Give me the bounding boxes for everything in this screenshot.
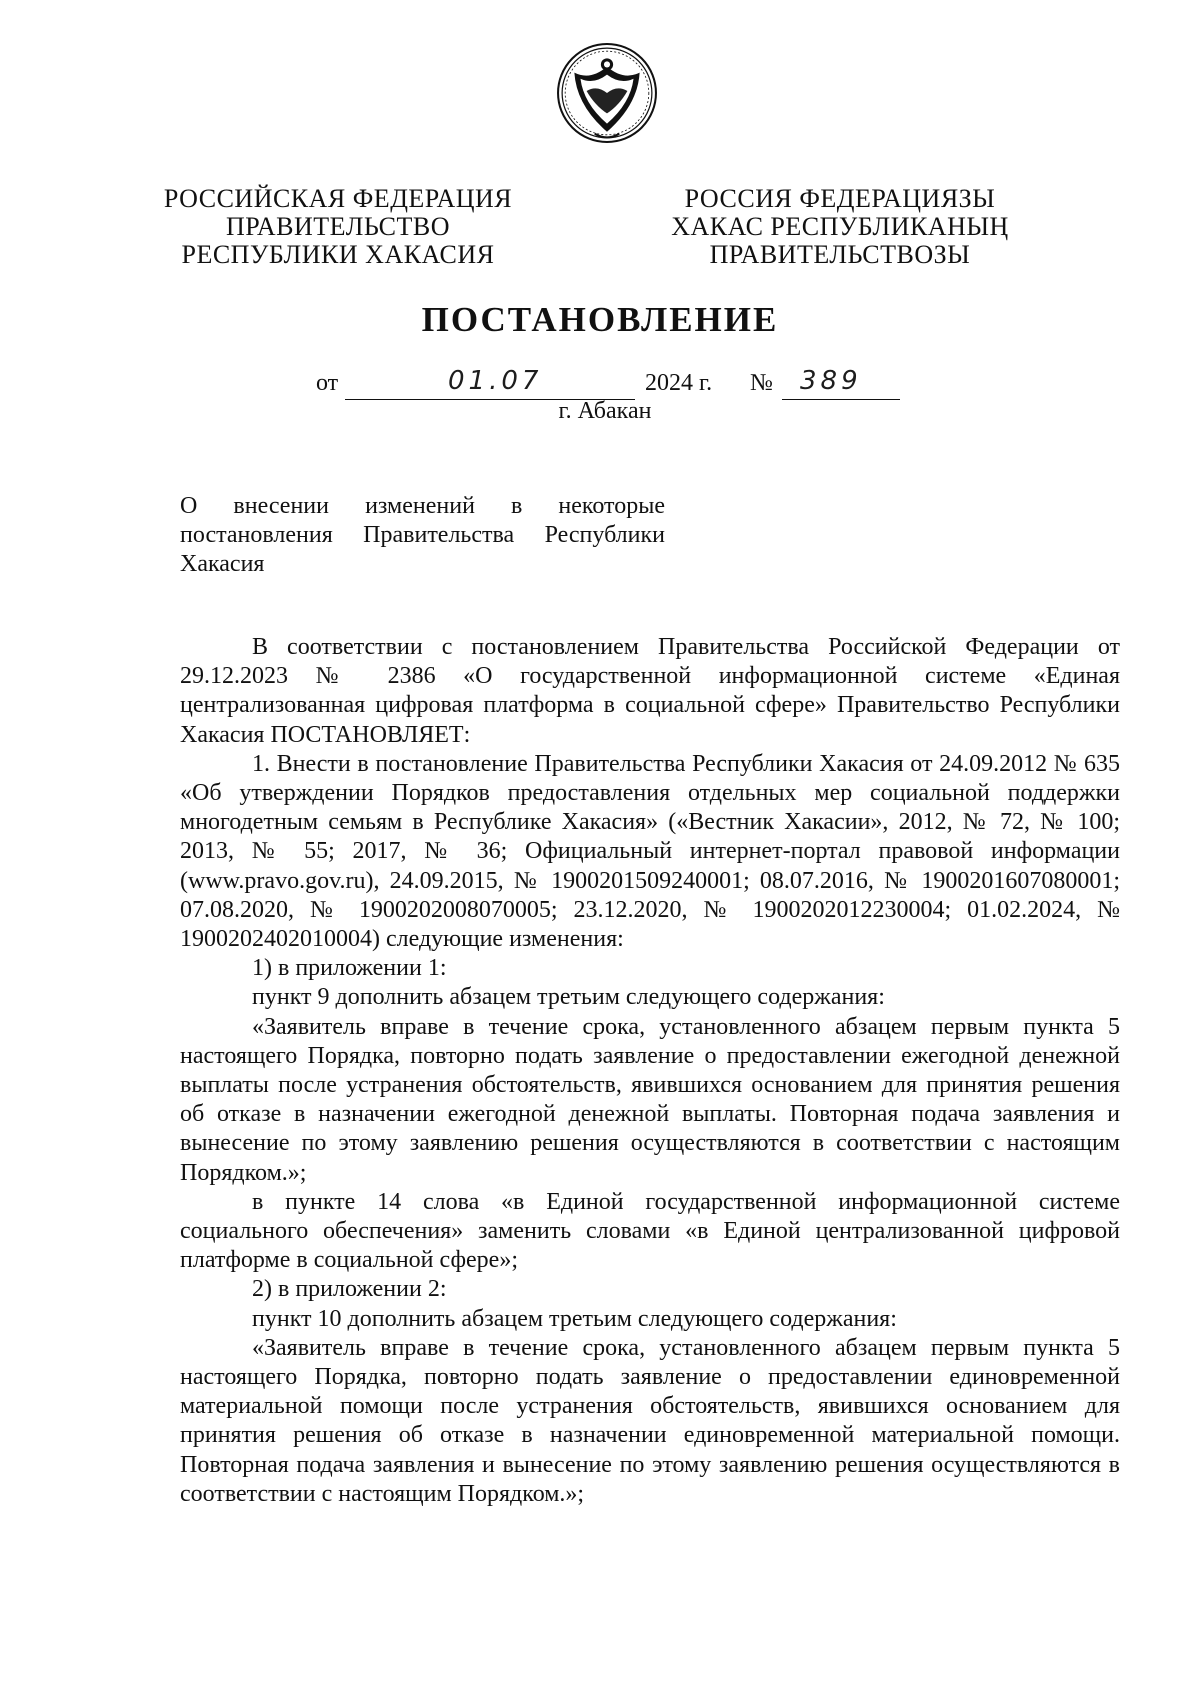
body-paragraph: 1. Внести в постановление Правительства Республики Хакасия от 24.09.2012 № 635 «Об утверждении Порядков предоставления отдельных мер социальной поддержки многодетным семьям в Республике Хакасия» («Вестник Хакасии», 2012, № 72, № 100; 2013, № 55; 2017, № 36; Официальный интернет-портал правовой информации (www.pravo.gov.ru), 24.09.2015, № 1900201509240001; 08.07.2016, № 1900201607080001; 07.08.2020, № 1900202008070005; 23.12.2020, № 1900202012230004; 01.02.2024, № 1900202402010004) следующие изменения:: [180, 750, 1120, 953]
header-left-block: [158, 185, 518, 269]
city-label: г. Абакан: [558, 398, 652, 424]
document-subject: [180, 492, 665, 579]
body-paragraph: В соответствии с постановлением Правительства Российской Федерации от 29.12.2023 № 2386 «О государственной информационной системе «Единая централизованная цифровая платформа в социальной сфере» Правительство Республики Хакасия ПОСТАНОВЛЯЕТ:: [180, 634, 1120, 748]
body-paragraph: пункт 9 дополнить абзацем третьим следующего содержания:: [252, 984, 885, 1011]
subject-line2: постановления Правительства Республики: [180, 522, 665, 548]
header-left-line3: РЕСПУБЛИКИ ХАКАСИЯ: [181, 240, 495, 269]
document-body: [180, 633, 1120, 1509]
header-left-line2: ПРАВИТЕЛЬСТВО: [226, 212, 450, 241]
document-title: ПОСТАНОВЛЕНИЕ: [421, 300, 779, 339]
header-right-line3: ПРАВИТЕЛЬСТВОЗЫ: [709, 240, 971, 269]
khakassia-coat-of-arms-icon: [556, 42, 658, 144]
subject-line1: О внесении изменений в некоторые: [180, 493, 665, 519]
body-paragraph: в пункте 14 слова «в Единой государственной информационной системе социального обеспечения» заменить словами «в Единой централизованной цифровой платформе в социальной сфере»;: [180, 1188, 1120, 1274]
body-paragraph: пункт 10 дополнить абзацем третьим следующего содержания:: [252, 1305, 897, 1332]
body-paragraph: 1) в приложении 1:: [252, 955, 447, 982]
header-right-line2: ХАКАС РЕСПУБЛИКАНЫҢ: [671, 212, 1009, 241]
date-prefix: от: [316, 370, 339, 396]
date-handwritten: 01.07: [448, 366, 543, 396]
subject-line3: Хакасия: [180, 551, 265, 577]
body-paragraph: 2) в приложении 2:: [252, 1276, 447, 1303]
year-text: 2024 г.: [645, 370, 713, 396]
header-right-line1: РОССИЯ ФЕДЕРАЦИЯЗЫ: [684, 184, 996, 213]
body-paragraph: «Заявитель вправе в течение срока, установленного абзацем первым пункта 5 настоящего Порядка, повторно подать заявление о предоставлении единовременной материальной помощи после устранения обстоятельств, явившихся основанием для принятия решения об отказе в назначении единовременной материальной помощи. Повторная подача заявления и вынесение по этому заявлению решения осуществляются в соответствии с настоящим Порядком.»;: [180, 1334, 1120, 1507]
body-paragraph: «Заявитель вправе в течение срока, установленного абзацем первым пункта 5 настоящего Порядка, повторно подать заявление о предоставлении ежегодной денежной выплаты после устранения обстоятельств, явившихся основанием для принятия решения об отказе в назначении ежегодной денежной выплаты. Повторная подача заявления и вынесение по этому заявлению решения осуществляются в соответствии с настоящим Порядком.»;: [180, 1013, 1120, 1186]
header-left-line1: РОССИЙСКАЯ ФЕДЕРАЦИЯ: [163, 184, 513, 213]
number-label: №: [750, 370, 773, 396]
number-handwritten: 389: [800, 366, 862, 396]
header-right-block: [660, 185, 1020, 269]
